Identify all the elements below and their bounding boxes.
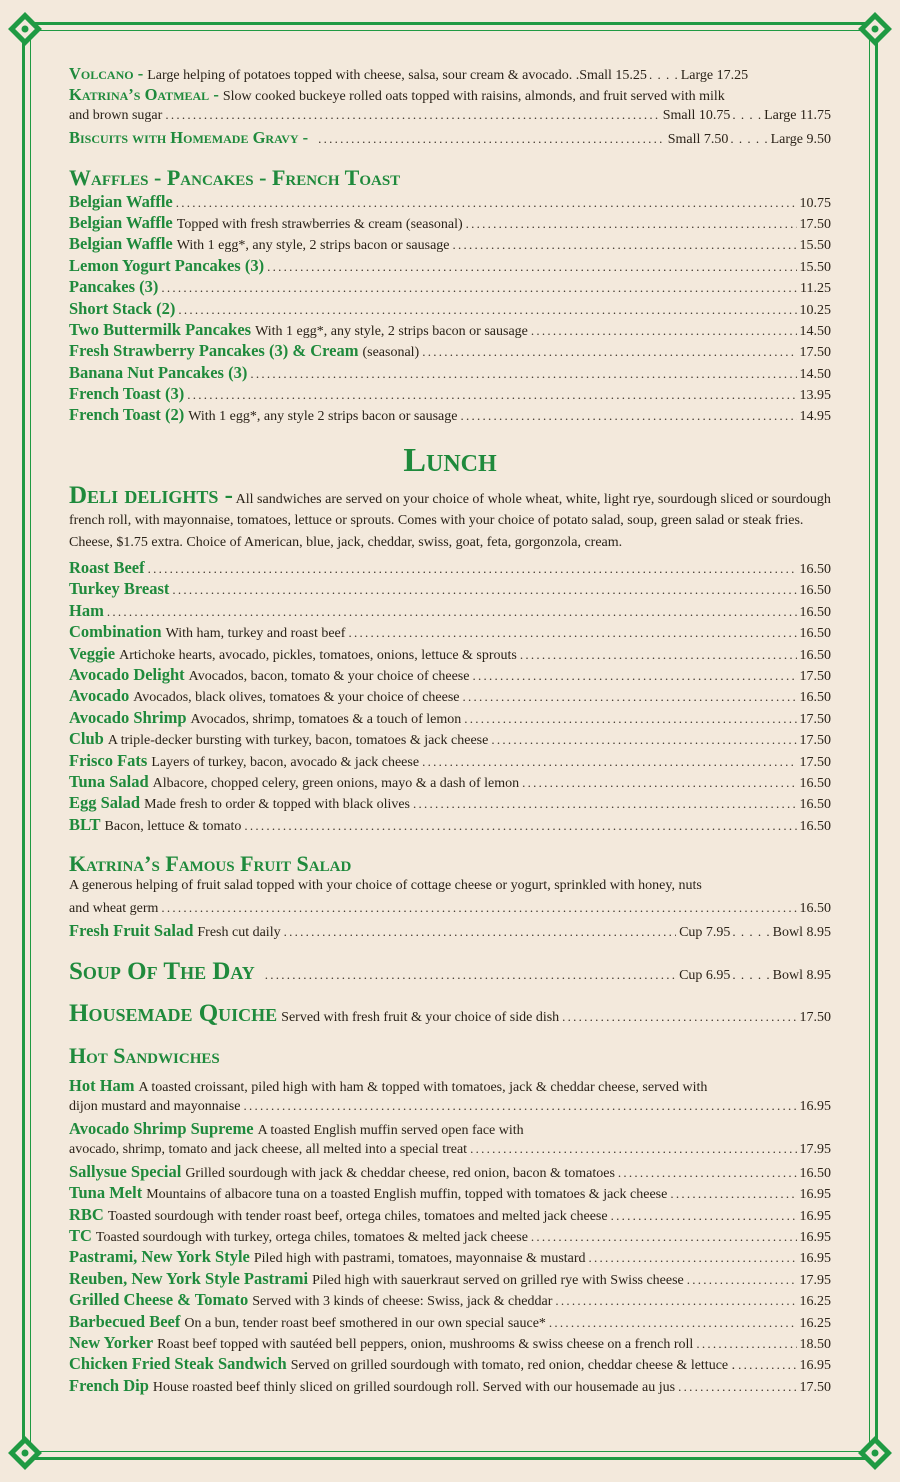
item-desc: Served with fresh fruit & your choice of side dish: [281, 1010, 560, 1026]
item-desc: Layers of turkey, bacon, avocado & jack cheese: [151, 754, 420, 770]
item-name: Lemon Yogurt Pancakes (3): [69, 255, 265, 275]
deli-intro: [69, 481, 831, 553]
item-desc: With 1 egg*, any style, 2 strips bacon or sausage: [255, 323, 528, 339]
menu-item: [69, 1269, 831, 1290]
item-price: 16.50: [799, 775, 831, 791]
item-price: 17.50: [799, 216, 831, 232]
menu-item: [69, 1354, 831, 1375]
menu-item: [69, 277, 831, 298]
item-price: 16.95: [799, 1187, 831, 1203]
item-price: 16.50: [799, 797, 831, 813]
menu-item: [69, 405, 831, 426]
item-desc: Made fresh to order & topped with black olives: [144, 797, 411, 813]
item-desc: On a bun, tender roast beef smothered in our own special sauce*: [184, 1315, 546, 1331]
item-name: Reuben, New York Style Pastrami: [69, 1268, 309, 1288]
item-price: 17.50: [799, 754, 831, 770]
item-name: French Dip: [69, 1375, 149, 1395]
item-name: Egg Salad: [69, 793, 141, 813]
item-price: 16.50: [799, 583, 831, 599]
item-desc: (seasonal): [362, 345, 420, 361]
fruit-desc-line2: [69, 900, 831, 921]
item-price: 16.50: [799, 818, 831, 834]
item-name: Club: [69, 729, 104, 749]
menu-item: [69, 751, 831, 772]
item-desc: Large helping of potatoes topped with cheese, salsa, sour cream & avocado. .: [147, 68, 580, 83]
item-name: Fresh Fruit Salad: [69, 920, 194, 940]
corner-ornament-icon: [8, 1436, 42, 1470]
item-price: 17.95: [799, 1272, 831, 1288]
item-name: Volcano -: [69, 64, 144, 83]
item-name: Avocado Shrimp: [69, 707, 187, 727]
item-price: 16.95: [799, 1251, 831, 1267]
soup-row: Soup Of The Day . . . Cup 6.95 . . . . . Bowl 8.95: [69, 958, 831, 988]
item-price-large: Large 11.75: [764, 107, 831, 123]
menu-item: [69, 213, 831, 234]
item-price: 16.50: [799, 647, 831, 663]
item-name: Turkey Breast: [69, 579, 170, 599]
section-heading-hot: Hot Sandwiches: [69, 1043, 220, 1069]
menu-item: [69, 1290, 831, 1311]
menu-item-biscuits: Biscuits with Homemade Gravy - . . . Small 7.50 . . . . . Large 9.50: [69, 128, 831, 149]
menu-item: [69, 644, 831, 665]
deli-list: [69, 558, 831, 836]
item-price: 18.50: [799, 1337, 831, 1353]
menu-item: [69, 579, 831, 600]
menu-item-hot-ham: [69, 1076, 831, 1097]
item-name: Belgian Waffle: [69, 191, 173, 211]
item-desc: Fresh cut daily: [197, 924, 281, 940]
item-name: Veggie: [69, 643, 116, 663]
menu-item: [69, 793, 831, 814]
item-price: 16.95: [799, 1208, 831, 1224]
quiche-row: [69, 1000, 831, 1030]
item-name: French Toast (2): [69, 405, 185, 425]
menu-item: [69, 192, 831, 213]
item-price-bowl: Bowl 8.95: [772, 968, 831, 984]
item-name: Pastrami, New York Style: [69, 1247, 250, 1267]
item-desc: dijon mustard and mayonnaise: [69, 1098, 241, 1114]
section-heading-deli: Deli delights -: [69, 481, 233, 509]
menu-item: [69, 686, 831, 707]
hot-list: [69, 1162, 831, 1397]
item-price: 16.50: [799, 900, 831, 916]
item-desc: A toasted croissant, piled high with ham & topped with tomatoes, jack & cheddar cheese, served with: [138, 1080, 708, 1096]
section-heading-fruit: Katrina’s Famous Fruit Salad: [69, 851, 352, 877]
item-desc: House roasted beef thinly sliced on grilled sourdough roll. Served with our housemade au jus: [152, 1379, 676, 1395]
item-name: Biscuits with Homemade Gravy -: [69, 128, 309, 148]
menu-item: [69, 299, 831, 320]
menu-item: [69, 601, 831, 622]
item-name: RBC: [69, 1204, 104, 1224]
item-price: 16.50: [799, 604, 831, 620]
item-name: Hot Ham: [69, 1076, 135, 1096]
item-price: 16.25: [799, 1315, 831, 1331]
menu-item: [69, 384, 831, 405]
menu-item: [69, 558, 831, 579]
item-name: Avocado Shrimp Supreme: [69, 1119, 254, 1139]
item-price: 17.50: [799, 669, 831, 685]
item-desc: Served on grilled sourdough with tomato, red onion, cheddar cheese & lettuce .: [290, 1358, 736, 1374]
item-desc: A triple-decker bursting with turkey, bacon, tomatoes & jack cheese: [107, 733, 489, 749]
item-desc: Piled high with pastrami, tomatoes, mayonnaise & mustard: [253, 1251, 586, 1267]
fruit-desc: and wheat germ: [69, 900, 159, 916]
section-heading-soup: Soup Of The Day: [69, 958, 255, 986]
item-price: 10.25: [799, 302, 831, 318]
item-price: 16.50: [799, 690, 831, 706]
item-price: 17.50: [799, 345, 831, 361]
item-price: 14.95: [799, 409, 831, 425]
item-price-large: Large 9.50: [770, 132, 831, 148]
item-name: Pancakes (3): [69, 277, 159, 297]
item-desc: and brown sugar: [69, 107, 163, 123]
item-name: Belgian Waffle: [69, 212, 173, 232]
item-name: Two Buttermilk Pancakes: [69, 319, 252, 339]
menu-item: [69, 815, 831, 836]
item-desc: Bacon, lettuce & tomato: [104, 818, 242, 834]
corner-ornament-icon: [8, 12, 42, 46]
menu-item-volcano: Volcano - Large helping of potatoes topped with cheese, salsa, sour cream & avocado. . Small 15.25 . . . . Large 17.25: [69, 64, 749, 83]
item-desc: Roast beef topped with sautéed bell peppers, onion, mushrooms & swiss cheese on a french roll: [157, 1337, 694, 1353]
item-price-cup: Cup 7.95: [679, 924, 731, 940]
item-price-small: Small 15.25: [579, 68, 647, 83]
item-price: 16.95: [799, 1098, 831, 1114]
menu-item: [69, 341, 831, 362]
menu-item: [69, 1376, 831, 1397]
item-desc: With ham, turkey and roast beef: [165, 626, 346, 642]
menu-item: [69, 1226, 831, 1247]
item-name: French Toast (3): [69, 384, 185, 404]
item-desc: Served with 3 kinds of cheese: Swiss, jack & cheddar: [252, 1294, 553, 1310]
menu-item: [69, 1312, 831, 1333]
item-name: Ham: [69, 600, 104, 620]
item-price: 15.50: [799, 259, 831, 275]
item-price: 17.50: [799, 1010, 831, 1026]
item-name: TC: [69, 1226, 92, 1246]
item-name: Frisco Fats: [69, 750, 148, 770]
item-price-cup: Cup 6.95: [679, 968, 731, 984]
item-name: Grilled Cheese & Tomato: [69, 1290, 249, 1310]
menu-item: [69, 1162, 831, 1183]
item-price: 17.50: [799, 1379, 831, 1395]
item-name: New Yorker: [69, 1333, 154, 1353]
menu-item: [69, 1205, 831, 1226]
item-price: 17.50: [799, 711, 831, 727]
item-desc: Grilled sourdough with jack & cheddar cheese, red onion, bacon & tomatoes: [185, 1165, 615, 1181]
item-price: 16.95: [799, 1230, 831, 1246]
item-price: 15.50: [799, 238, 831, 254]
item-name: Banana Nut Pancakes (3): [69, 362, 248, 382]
item-name: Chicken Fried Steak Sandwich: [69, 1354, 287, 1374]
item-desc: Topped with fresh strawberries & cream (seasonal): [176, 216, 463, 232]
item-price: 16.25: [799, 1294, 831, 1310]
section-heading-waffles: Waffles - Pancakes - French Toast: [69, 164, 401, 190]
section-heading-quiche: Housemade Quiche: [69, 1000, 278, 1028]
item-name: Sallysue Special: [69, 1161, 182, 1181]
item-price-large: Large 17.25: [680, 68, 749, 83]
menu-item: [69, 363, 831, 384]
item-desc: With 1 egg*, any style, 2 strips bacon or sausage: [176, 238, 450, 254]
menu-item: [69, 256, 831, 277]
item-name: Tuna Melt: [69, 1183, 143, 1203]
item-desc: Albacore, chopped celery, green onions, mayo & a dash of lemon: [152, 775, 520, 791]
item-name: Fresh Strawberry Pancakes (3) & Cream: [69, 341, 359, 361]
item-name: Avocado: [69, 686, 130, 706]
menu-item-hot-ham-cont: [69, 1098, 831, 1119]
menu-item: [69, 234, 831, 255]
item-desc: Avocados, bacon, tomato & your choice of cheese: [188, 669, 470, 685]
menu-item: [69, 1183, 831, 1204]
item-desc: A toasted English muffin served open face with: [257, 1123, 524, 1139]
item-desc: Mountains of albacore tuna on a toasted English muffin, topped with tomatoes & jack cheese: [146, 1187, 668, 1203]
item-name: Short Stack (2): [69, 298, 176, 318]
item-desc: Toasted sourdough with tender roast beef, ortega chiles, tomatoes and melted jack cheese: [107, 1208, 608, 1224]
item-name: Katrina’s Oatmeal -: [69, 85, 219, 105]
menu-item-oatmeal: [69, 85, 831, 106]
item-desc: Slow cooked buckeye rolled oats topped with raisins, almonds, and fruit served with milk: [222, 89, 725, 105]
menu-item-supreme-cont: [69, 1141, 831, 1162]
menu-item: [69, 320, 831, 341]
item-price-small: Small 10.75: [662, 107, 731, 123]
fruit-desc: A generous helping of fruit salad topped with your choice of cottage cheese or yogurt, sprinkled with honey, nuts: [69, 878, 702, 894]
item-price: 11.25: [800, 281, 831, 297]
item-price: 17.95: [799, 1141, 831, 1157]
menu-item: [69, 1247, 831, 1268]
waffle-list: [69, 192, 831, 427]
corner-ornament-icon: [858, 12, 892, 46]
item-price: 10.75: [799, 195, 831, 211]
item-price-bowl: Bowl 8.95: [772, 924, 831, 940]
menu-item-oatmeal-cont: and brown sugar . . . Small 10.75 . . . . Large 11.75: [69, 107, 831, 128]
item-name: Avocado Delight: [69, 665, 185, 685]
menu-item-fresh-fruit: Fresh Fruit Salad Fresh cut daily . . . Cup 7.95 . . . . . Bowl 8.95: [69, 921, 831, 942]
item-name: Tuna Salad: [69, 771, 149, 791]
item-desc: avocado, shrimp, tomato and jack cheese, all melted into a special treat: [69, 1141, 468, 1157]
item-name: BLT: [69, 814, 101, 834]
item-price: 16.50: [799, 626, 831, 642]
item-price: 16.95: [799, 1358, 831, 1374]
lunch-heading: Lunch: [403, 441, 497, 479]
item-desc: Artichoke hearts, avocado, pickles, tomatoes, onions, lettuce & sprouts: [119, 647, 517, 663]
item-price: 17.50: [799, 733, 831, 749]
item-desc: Avocados, shrimp, tomatoes & a touch of lemon: [190, 711, 462, 727]
menu-item: [69, 1333, 831, 1354]
item-desc: Piled high with sauerkraut served on grilled rye with Swiss cheese: [312, 1272, 684, 1288]
item-name: Roast Beef: [69, 558, 145, 578]
item-price-small: Small 7.50: [667, 132, 729, 148]
item-name: Combination: [69, 622, 162, 642]
item-price: 16.50: [799, 1165, 831, 1181]
item-price: 13.95: [799, 388, 831, 404]
item-name: Belgian Waffle: [69, 234, 173, 254]
item-price: 14.50: [799, 366, 831, 382]
menu-item: [69, 708, 831, 729]
corner-ornament-icon: [858, 1436, 892, 1470]
menu-item: [69, 665, 831, 686]
menu-item: [69, 772, 831, 793]
item-name: Barbecued Beef: [69, 1311, 181, 1331]
item-price: 14.50: [799, 323, 831, 339]
item-price: 16.50: [799, 562, 831, 578]
item-desc: Avocados, black olives, tomatoes & your choice of cheese: [133, 690, 460, 706]
menu-item-supreme: [69, 1119, 831, 1140]
item-desc: Toasted sourdough with turkey, ortega chiles, tomatoes & melted jack cheese: [95, 1230, 528, 1246]
menu-item: [69, 622, 831, 643]
deli-intro-text: All sandwiches are served on your choice of whole wheat, white, light rye, sourdough sliced or sourdough french roll, with mayonnaise, tomatoes, lettuce or sprouts. Comes with your choice of potato salad, soup, green salad or steak fries. Cheese, $1.75 extra. Choice of American, blue, jack, cheddar, swiss, goat, feta, gorgonzola, cream.: [69, 491, 831, 550]
fruit-desc-line1: [69, 878, 831, 899]
menu-content: [69, 64, 831, 1397]
item-desc: With 1 egg*, any style 2 strips bacon or sausage: [188, 409, 458, 425]
menu-item: [69, 729, 831, 750]
